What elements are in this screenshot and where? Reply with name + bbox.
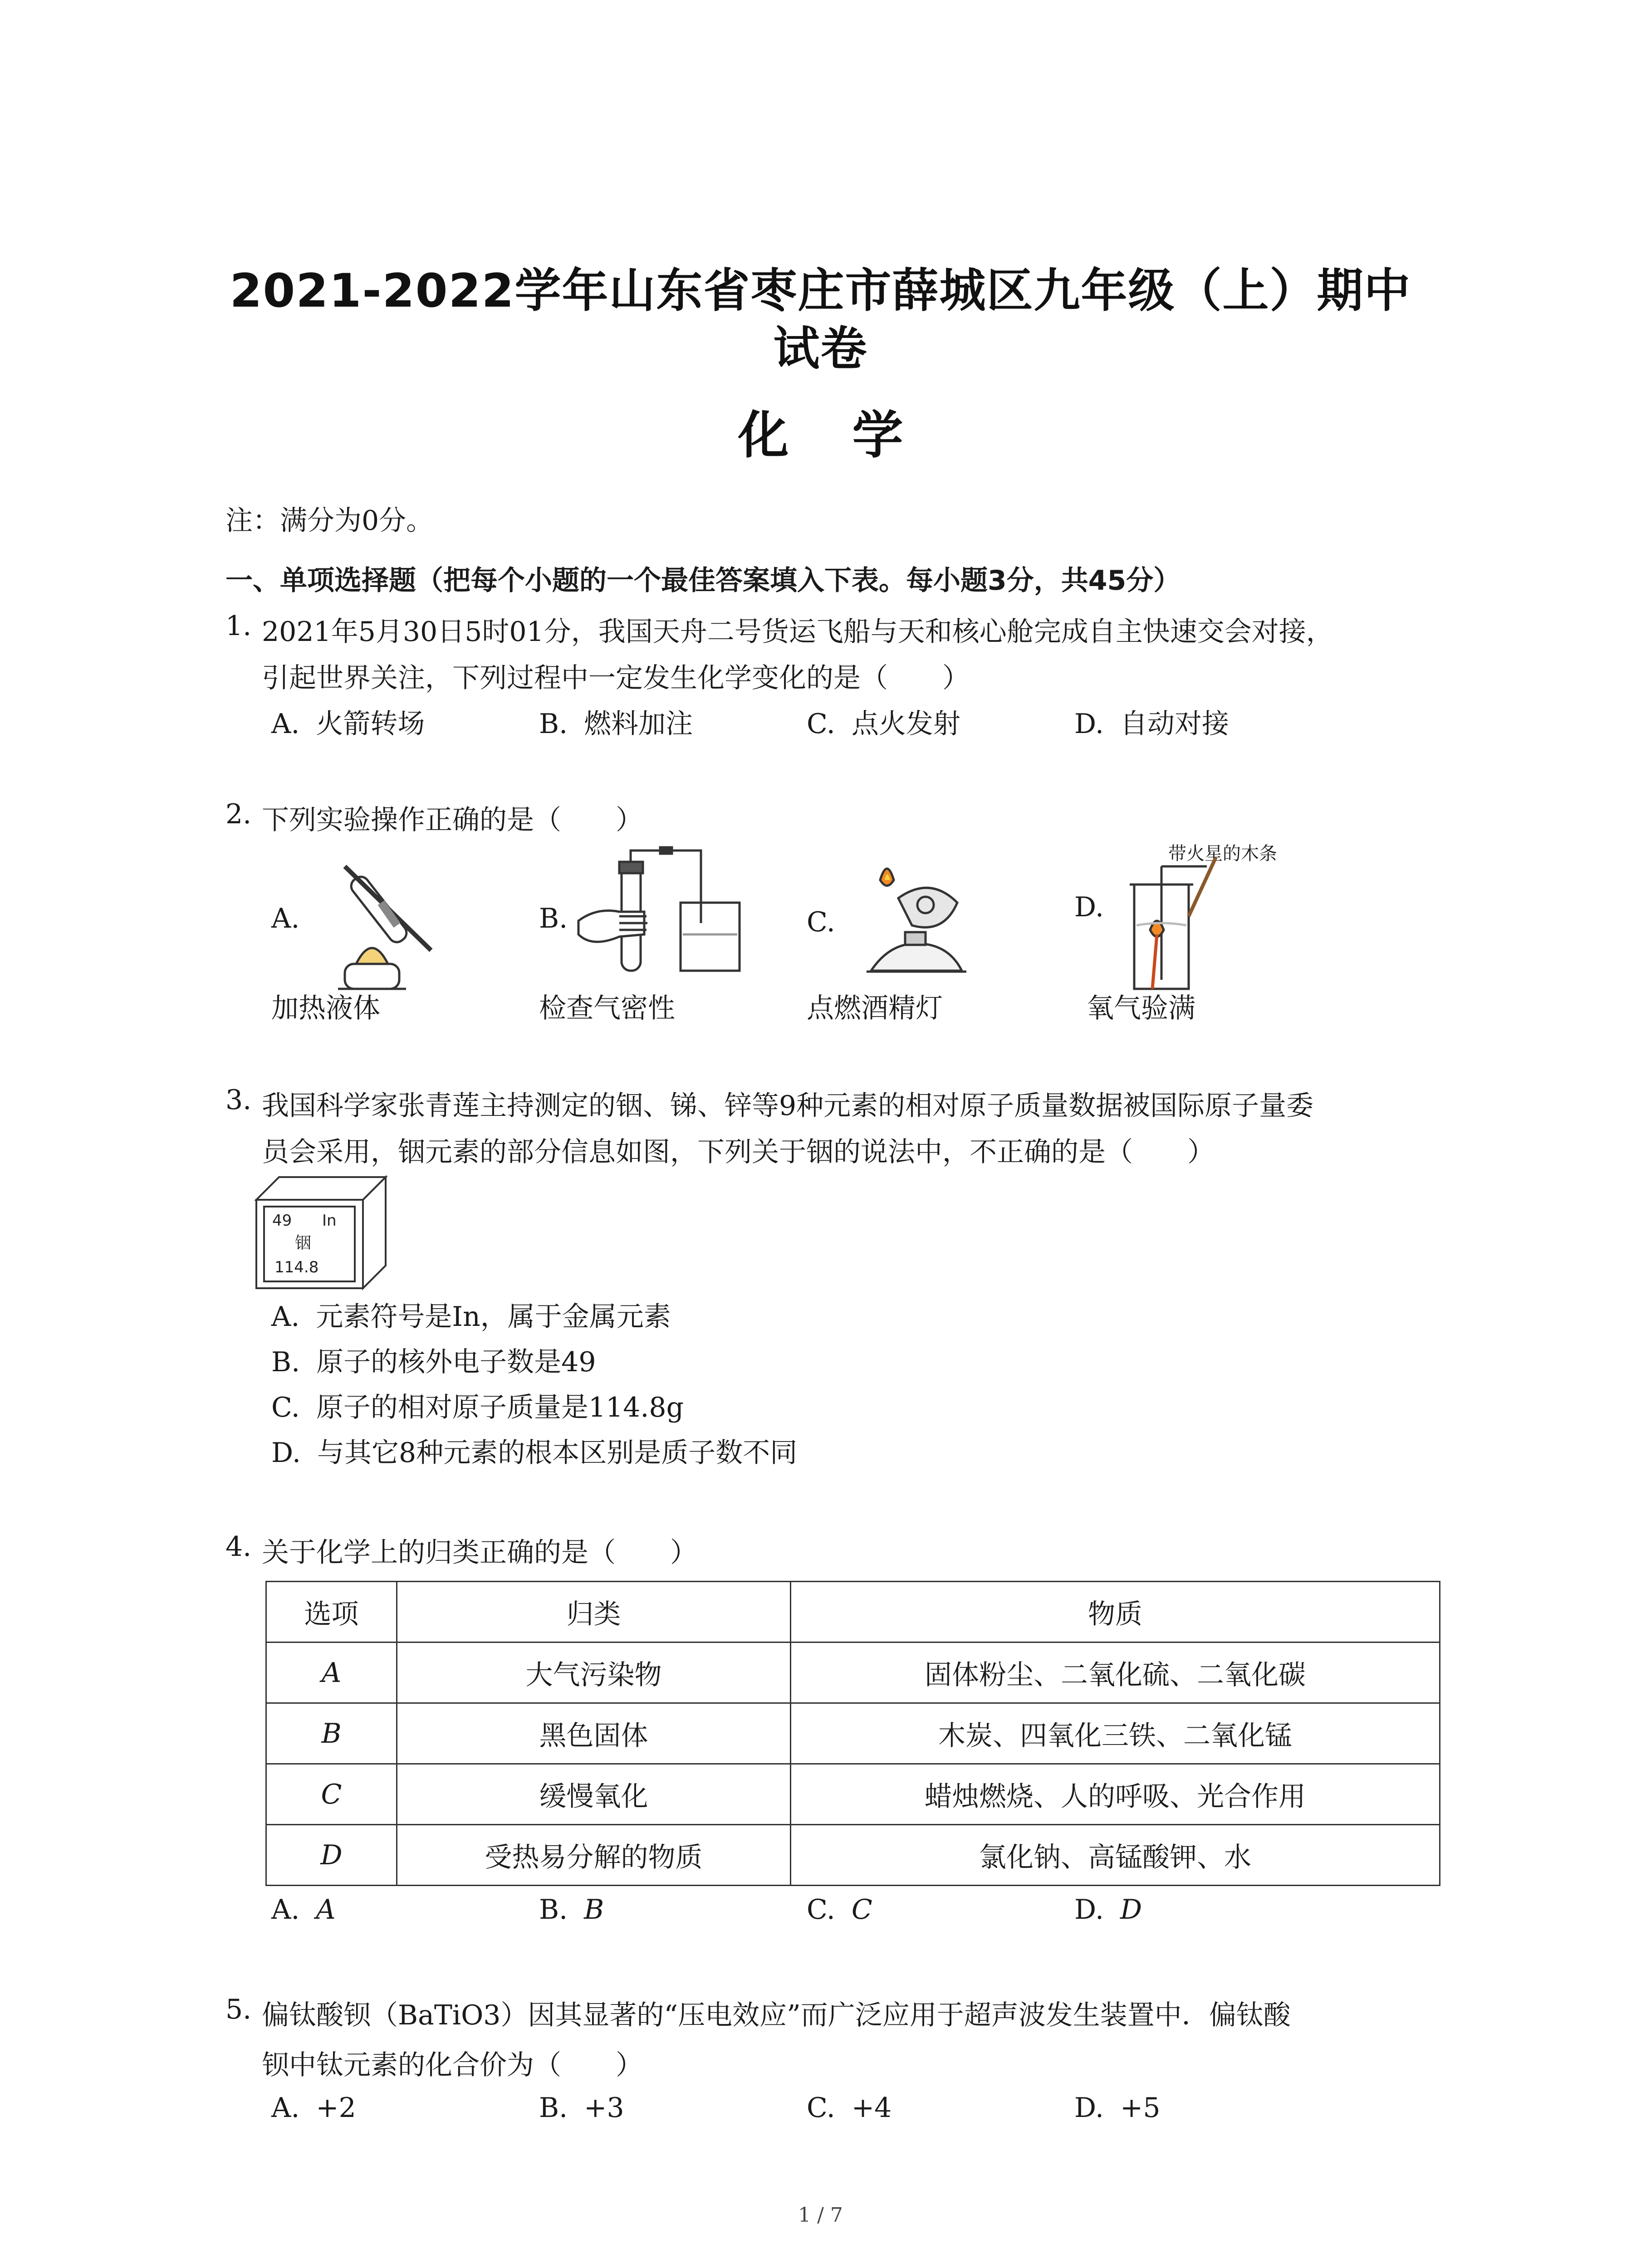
table-header-row — [266, 1582, 1440, 1642]
question-3-option-b[interactable]: B. 原子的核外电子数是49 — [271, 1346, 596, 1378]
question-3-number: 3. — [225, 1084, 252, 1116]
table-cell: B — [266, 1703, 397, 1764]
question-5-number: 5. — [225, 1994, 252, 2025]
table-cell: 大气污染物 — [397, 1642, 791, 1703]
question-2-option-d-letter[interactable]: D. — [1074, 891, 1104, 923]
question-2-caption-d: 氧气验满 — [1087, 992, 1195, 1024]
exam-title-line1: 2021-2022学年山东省枣庄市薛城区九年级（上）期中 — [230, 264, 1411, 318]
question-4-option-a[interactable]: A. A — [271, 1894, 336, 1926]
question-2-number: 2. — [225, 798, 252, 830]
table-row — [266, 1764, 1440, 1825]
table-cell: A — [266, 1642, 397, 1703]
element-mass: 114.8 — [274, 1258, 319, 1276]
table-cell: 固体粉尘、二氧化硫、二氧化碳 — [791, 1642, 1440, 1703]
question-1-option-d[interactable]: D. 自动对接 — [1074, 708, 1230, 740]
question-2-option-a-letter[interactable]: A. — [271, 903, 300, 934]
classification-table — [265, 1581, 1440, 1886]
airtightness-check-illustration — [569, 844, 764, 993]
question-3-option-d[interactable]: D. 与其它8种元素的根本区别是质子数不同 — [271, 1437, 798, 1469]
question-2-option-b-letter[interactable]: B. — [539, 903, 568, 934]
question-4-option-c[interactable]: C. C — [807, 1894, 872, 1926]
element-name: 铟 — [295, 1234, 312, 1252]
question-5-stem-line2: 钡中钛元素的化合价为（ ） — [262, 2049, 643, 2081]
section-heading: 一、单项选择题（把每个小题的一个最佳答案填入下表。每小题3分，共45分） — [225, 565, 1181, 596]
question-1-stem-line1: 2021年5月30日5时01分，我国天舟二号货运飞船与天和核心舱完成自主快速交会对接， — [262, 616, 1333, 648]
question-1-number: 1. — [225, 610, 252, 642]
question-1-option-b[interactable]: B. 燃料加注 — [539, 708, 693, 740]
question-4-option-b[interactable]: B. B — [539, 1894, 604, 1926]
question-2-caption-c: 点燃酒精灯 — [807, 992, 943, 1024]
question-5-stem-line1: 偏钛酸钡（BaTiO3）因其显著的“压电效应”而广泛应用于超声波发生装置中．偏钛酸 — [262, 1999, 1291, 2031]
table-cell: 木炭、四氧化三铁、二氧化锰 — [791, 1703, 1440, 1764]
question-3-option-c[interactable]: C. 原子的相对原子质量是114.8g — [271, 1392, 684, 1423]
table-cell: 氯化钠、高锰酸钾、水 — [791, 1825, 1440, 1886]
table-cell: 黑色固体 — [397, 1703, 791, 1764]
question-4-stem: 关于化学上的归类正确的是（ ） — [262, 1537, 697, 1569]
question-4-option-d[interactable]: D. D — [1074, 1894, 1142, 1926]
table-header-cell: 选项 — [266, 1582, 397, 1642]
alcohol-lamp-illustration — [853, 853, 1003, 998]
element-number: 49 — [272, 1212, 292, 1230]
glowing-splint-label: 带火星的木条 — [1168, 843, 1277, 864]
question-1-option-a[interactable]: A. 火箭转场 — [271, 708, 425, 740]
table-row — [266, 1703, 1440, 1764]
table-header-cell: 物质 — [791, 1582, 1440, 1642]
question-4-number: 4. — [225, 1531, 252, 1563]
exam-title-line2: 试卷 — [773, 322, 868, 376]
question-3-stem-line2: 员会采用，铟元素的部分信息如图，下列关于铟的说法中，不正确的是（ ） — [262, 1136, 1215, 1168]
subject-heading: 化学 — [738, 406, 967, 465]
question-3-stem-line1: 我国科学家张青莲主持测定的铟、锑、锌等9种元素的相对原子质量数据被国际原子量委 — [262, 1090, 1314, 1122]
table-row — [266, 1642, 1440, 1703]
question-5-option-d[interactable]: D. +5 — [1074, 2092, 1161, 2124]
table-cell: 缓慢氧化 — [397, 1764, 791, 1825]
table-row — [266, 1825, 1440, 1886]
question-2-option-c-letter[interactable]: C. — [807, 906, 835, 938]
question-3-option-a[interactable]: A. 元素符号是In，属于金属元素 — [271, 1301, 671, 1333]
table-cell: C — [266, 1764, 397, 1825]
question-2-stem: 下列实验操作正确的是（ ） — [262, 804, 643, 836]
indium-element-card — [254, 1175, 390, 1293]
table-cell: 受热易分解的物质 — [397, 1825, 791, 1886]
table-cell: D — [266, 1825, 397, 1886]
question-1-stem-line2: 引起世界关注，下列过程中一定发生化学变化的是（ ） — [262, 662, 970, 694]
question-5-option-a[interactable]: A. +2 — [271, 2092, 356, 2124]
question-2-caption-a: 加热液体 — [271, 992, 380, 1024]
question-1-option-c[interactable]: C. 点火发射 — [807, 708, 960, 740]
oxygen-test-illustration — [1116, 857, 1261, 998]
page-number: 1 / 7 — [798, 2204, 843, 2227]
element-symbol: In — [322, 1212, 337, 1230]
question-5-option-c[interactable]: C. +4 — [807, 2092, 892, 2124]
question-2-caption-b: 检查气密性 — [539, 992, 675, 1024]
table-cell: 蜡烛燃烧、人的呼吸、光合作用 — [791, 1764, 1440, 1825]
table-header-cell: 归类 — [397, 1582, 791, 1642]
question-5-option-b[interactable]: B. +3 — [539, 2092, 624, 2124]
score-note: 注：满分为0分。 — [225, 505, 434, 537]
heating-liquid-illustration — [313, 850, 463, 1000]
